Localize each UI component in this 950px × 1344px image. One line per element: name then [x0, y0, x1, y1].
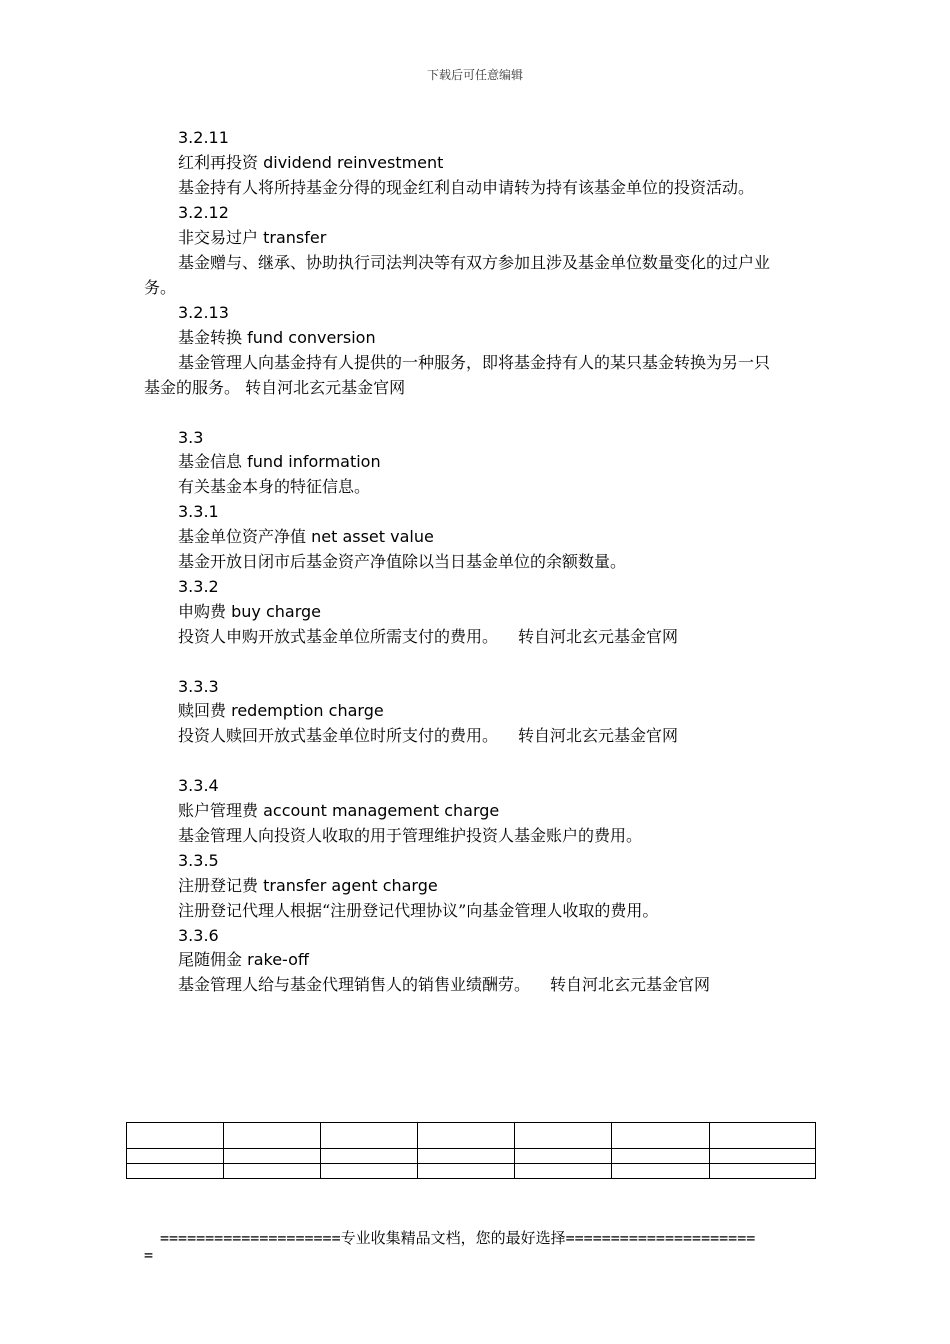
table-cell [224, 1149, 321, 1164]
term-heading [178, 876, 438, 896]
term-heading [178, 602, 321, 622]
table-cell [515, 1149, 612, 1164]
section-number: 3.3.4 [178, 776, 219, 795]
section-number: 3.3.6 [178, 926, 219, 945]
term-definition: 基金持有人将所持基金分得的现金红利自动申请转为持有该基金单位的投资活动。 [178, 178, 755, 197]
page-header-note: 下载后可任意编辑 [426, 68, 523, 82]
term-english: account management charge [263, 801, 500, 820]
term-chinese: 申购费 [178, 602, 227, 621]
table-cell [515, 1123, 612, 1149]
table-cell [515, 1164, 612, 1179]
empty-grid-table [126, 1122, 816, 1179]
term-definition [178, 975, 710, 995]
term-english: dividend reinvestment [263, 153, 444, 172]
source-note: 转自河北玄元基金官网 [550, 975, 711, 994]
definition-text: 投资人申购开放式基金单位所需支付的费用。 [178, 627, 499, 646]
term-chinese: 基金信息 [178, 452, 243, 471]
term-definition-continued: 基金的服务。 转自河北玄元基金官网 [144, 378, 406, 397]
term-chinese: 红利再投资 [178, 153, 259, 172]
footer-banner: ====================专业收集精品文档，您的最好选择===================== [160, 1229, 756, 1247]
term-english: rake-off [247, 950, 309, 969]
term-english: redemption charge [231, 701, 384, 720]
term-definition: 基金管理人向投资人收取的用于管理维护投资人基金账户的费用。 [178, 826, 643, 845]
term-heading [178, 701, 384, 721]
section-number: 3.3.3 [178, 677, 219, 696]
term-definition: 注册登记代理人根据“注册登记代理协议”向基金管理人收取的费用。 [178, 901, 659, 920]
term-english: fund information [247, 452, 381, 471]
term-chinese: 账户管理费 [178, 801, 259, 820]
source-note: 转自河北玄元基金官网 [518, 627, 679, 646]
table-cell [418, 1123, 515, 1149]
table-cell [321, 1149, 418, 1164]
table-row [127, 1149, 816, 1164]
table-cell [127, 1123, 224, 1149]
table-cell [418, 1164, 515, 1179]
term-chinese: 非交易过户 [178, 228, 259, 247]
table-cell [321, 1123, 418, 1149]
term-chinese: 尾随佣金 [178, 950, 243, 969]
table-cell [612, 1123, 710, 1149]
term-definition: 基金管理人向基金持有人提供的一种服务，即将基金持有人的某只基金转换为另一只 [178, 353, 771, 372]
table-cell [612, 1164, 710, 1179]
table-row [127, 1123, 816, 1149]
table-cell [127, 1164, 224, 1179]
term-heading [178, 527, 434, 547]
table-cell [127, 1149, 224, 1164]
term-heading [178, 801, 499, 821]
term-heading [178, 153, 443, 173]
term-heading [178, 452, 381, 472]
section-number: 3.3.1 [178, 502, 219, 521]
term-chinese: 基金单位资产净值 [178, 527, 307, 546]
term-definition-continued: 务。 [144, 278, 177, 297]
definition-text: 基金管理人给与基金代理销售人的销售业绩酬劳。 [178, 975, 531, 994]
table-cell [418, 1149, 515, 1164]
term-definition: 基金赠与、继承、协助执行司法判决等有双方参加且涉及基金单位数量变化的过户业 [178, 253, 771, 272]
term-english: transfer agent charge [263, 876, 438, 895]
footer-banner-tail: = [144, 1246, 154, 1264]
section-number: 3.3.5 [178, 851, 219, 870]
section-number: 3.3.2 [178, 577, 219, 596]
table-cell [224, 1164, 321, 1179]
term-chinese: 注册登记费 [178, 876, 259, 895]
source-note: 转自河北玄元基金官网 [518, 726, 679, 745]
term-chinese: 基金转换 [178, 328, 243, 347]
table-cell [710, 1149, 816, 1164]
definition-text: 投资人赎回开放式基金单位时所支付的费用。 [178, 726, 499, 745]
term-heading [178, 228, 326, 248]
section-number: 3.2.12 [178, 203, 229, 222]
term-english: transfer [263, 228, 327, 247]
section-number: 3.3 [178, 428, 204, 447]
term-definition: 基金开放日闭市后基金资产净值除以当日基金单位的余额数量。 [178, 552, 627, 571]
term-definition: 有关基金本身的特征信息。 [178, 477, 371, 496]
section-number: 3.2.13 [178, 303, 229, 322]
term-english: fund conversion [247, 328, 376, 347]
term-english: buy charge [231, 602, 321, 621]
table-cell [710, 1123, 816, 1149]
term-definition [178, 627, 678, 647]
term-definition [178, 726, 678, 746]
table-cell [224, 1123, 321, 1149]
table-cell [321, 1164, 418, 1179]
term-heading [178, 950, 309, 970]
table-cell [612, 1149, 710, 1164]
term-chinese: 赎回费 [178, 701, 227, 720]
term-heading [178, 328, 376, 348]
table-row [127, 1164, 816, 1179]
section-number: 3.2.11 [178, 128, 229, 147]
term-english: net asset value [311, 527, 434, 546]
table-cell [710, 1164, 816, 1179]
